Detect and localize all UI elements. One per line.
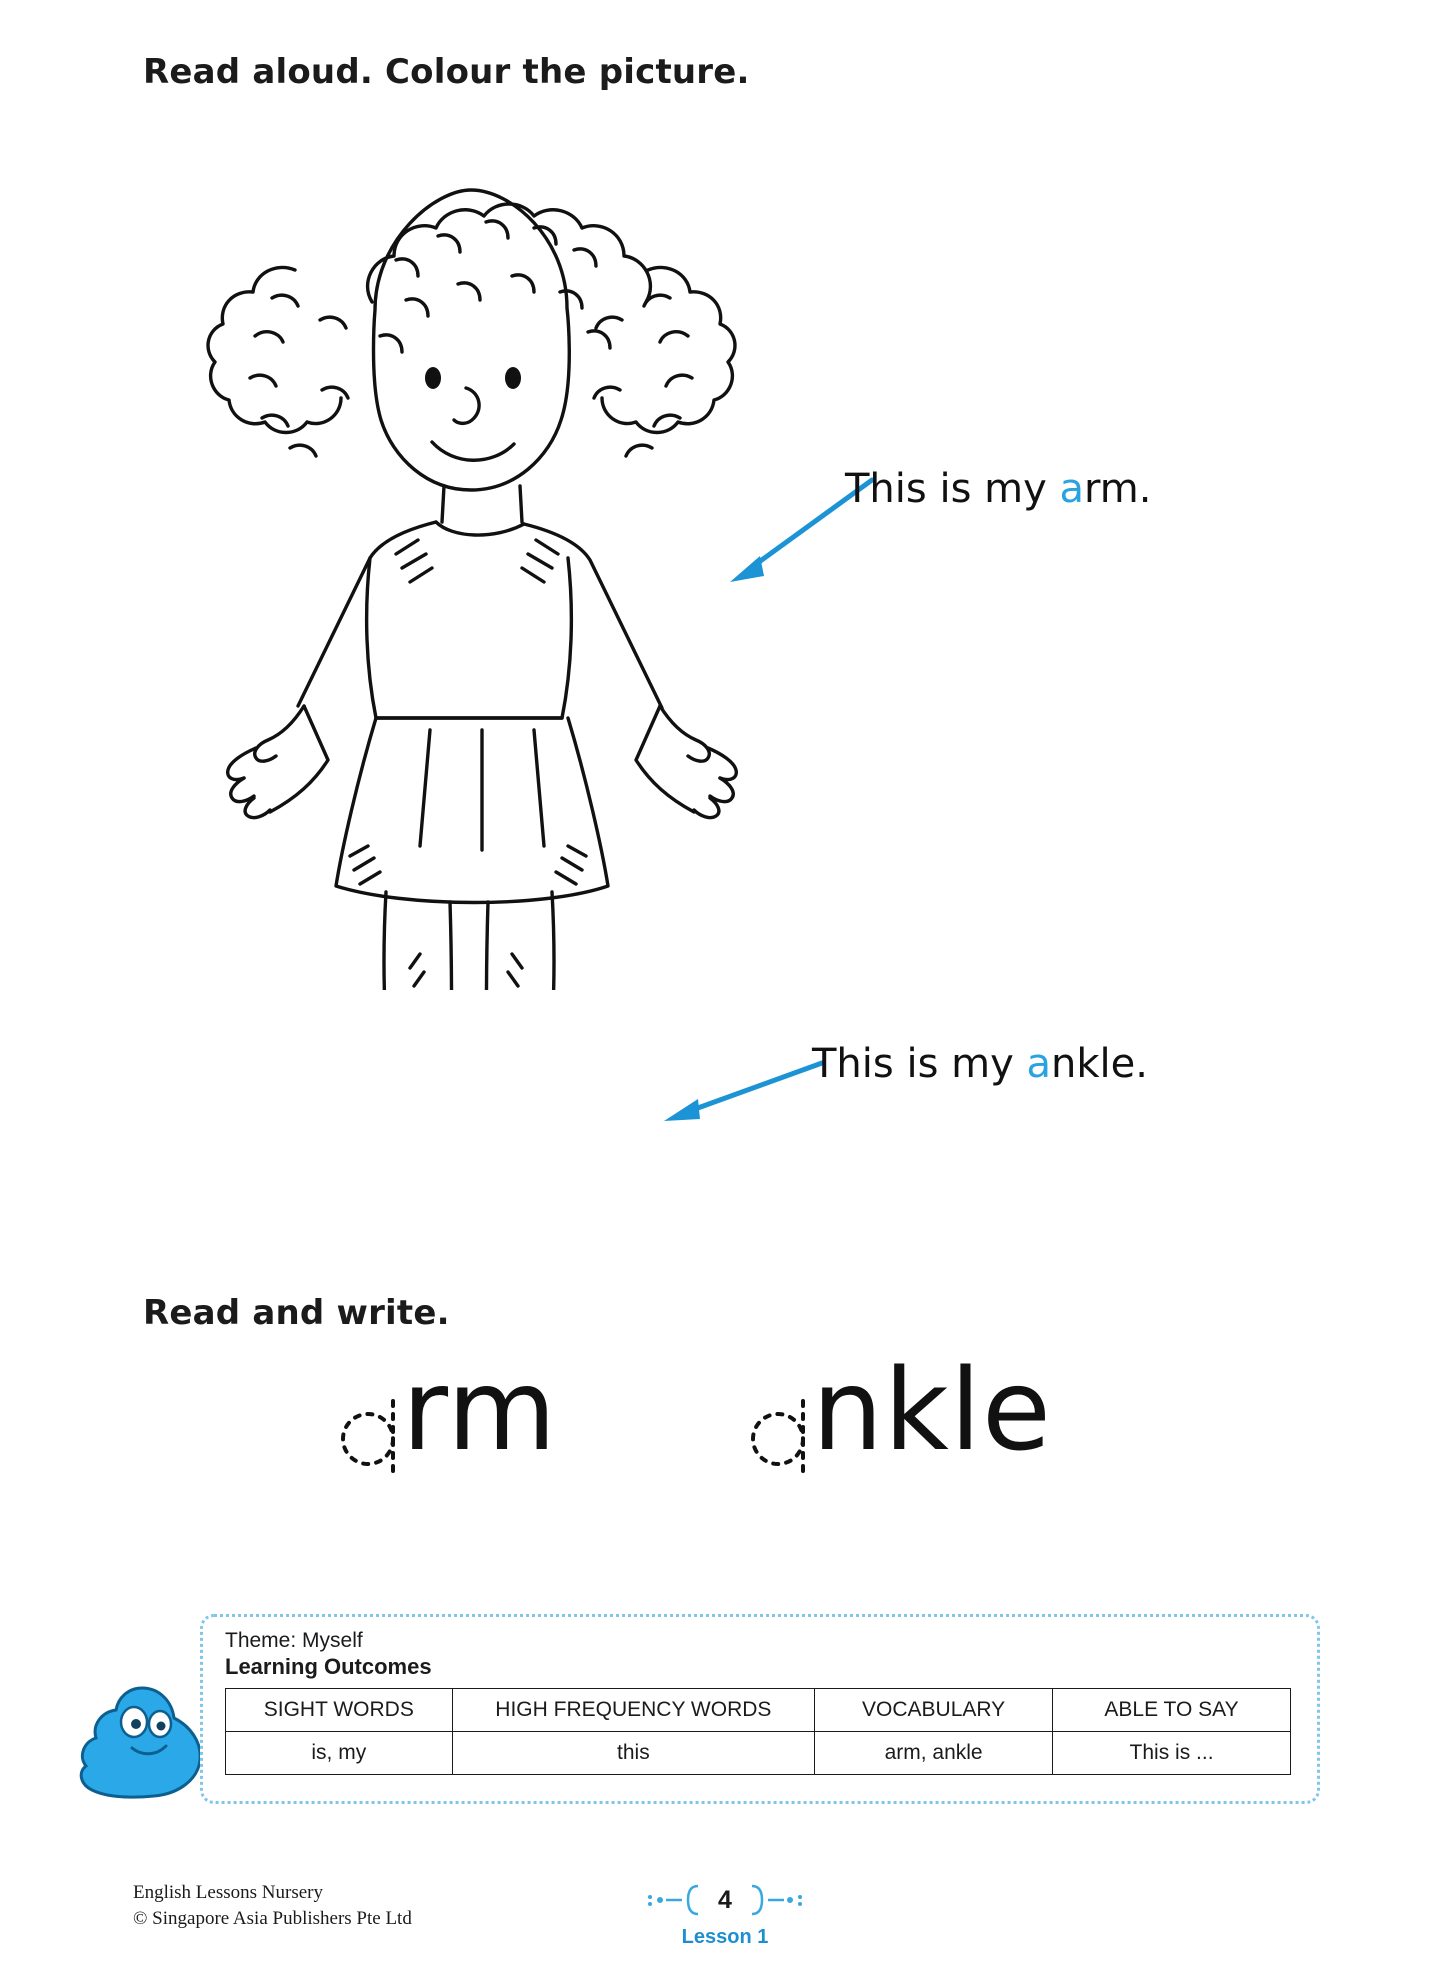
column-header-high-frequency-words: HIGH FREQUENCY WORDS <box>452 1689 815 1732</box>
tracing-words-row <box>330 1346 1170 1505</box>
arrow-to-ankle-icon <box>650 1055 830 1130</box>
tracing-word-arm-rest: rm <box>402 1346 558 1476</box>
footer-credit <box>133 1880 412 1931</box>
page-footer-number <box>640 1878 810 1958</box>
callout-arm-highlight: a <box>1059 466 1084 512</box>
callout-ankle-suffix: nkle. <box>1051 1041 1148 1087</box>
cell-able-to-say: This is ... <box>1053 1732 1291 1775</box>
footer-book-title: English Lessons Nursery <box>133 1882 323 1903</box>
cell-sight-words: is, my <box>226 1732 453 1775</box>
dotted-letter-a-ankle[interactable] <box>750 1367 812 1467</box>
tracing-word-arm[interactable] <box>340 1346 558 1476</box>
instruction-read-aloud: Read aloud. Colour the picture. <box>143 52 750 92</box>
learning-outcomes-panel <box>200 1614 1320 1804</box>
column-header-vocabulary: VOCABULARY <box>815 1689 1053 1732</box>
dotted-letter-a-arm[interactable] <box>340 1367 402 1467</box>
table-header-row <box>226 1689 1291 1732</box>
tracing-word-ankle-rest: nkle <box>812 1346 1052 1476</box>
table-row <box>226 1732 1291 1775</box>
theme-label: Theme: Myself <box>225 1629 363 1652</box>
callout-ankle <box>812 1041 1148 1087</box>
tracing-word-ankle[interactable] <box>750 1346 1052 1476</box>
column-header-able-to-say: ABLE TO SAY <box>1053 1689 1291 1732</box>
callout-arm-suffix: rm. <box>1084 466 1152 512</box>
callout-ankle-highlight: a <box>1026 1041 1051 1087</box>
callout-arm <box>845 466 1151 512</box>
callout-arm-prefix: This is my <box>845 466 1060 512</box>
footer-copyright: © Singapore Asia Publishers Pte Ltd <box>133 1907 412 1929</box>
column-header-sight-words: SIGHT WORDS <box>226 1689 453 1732</box>
lesson-label: Lesson 1 <box>681 1926 769 1948</box>
learning-outcomes-title: Learning Outcomes <box>225 1654 432 1679</box>
page-number-value: 4 <box>718 1886 732 1914</box>
cell-high-frequency-words: this <box>452 1732 815 1775</box>
mascot-icon <box>78 1682 208 1802</box>
cell-vocabulary: arm, ankle <box>815 1732 1053 1775</box>
callout-ankle-prefix: This is my <box>812 1041 1027 1087</box>
learning-outcomes-table <box>225 1688 1291 1775</box>
instruction-read-and-write: Read and write. <box>143 1293 450 1333</box>
